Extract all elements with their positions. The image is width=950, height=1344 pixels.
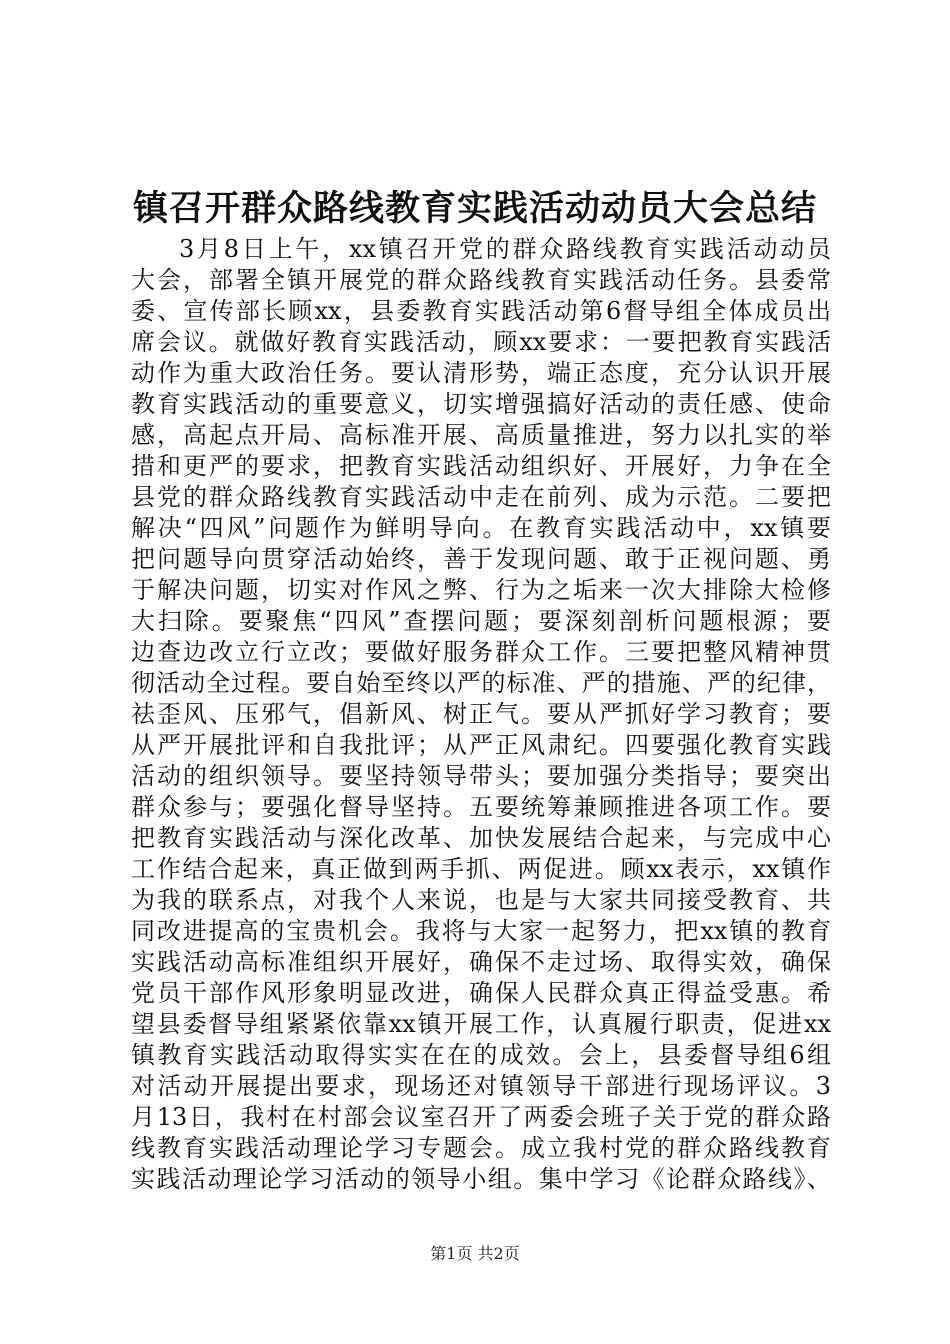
body-text-line: 为我的联系点，对我个人来说，也是与大家共同接受教育、共 bbox=[131, 886, 831, 914]
body-text-line: 把教育实践活动与深化改革、加快发展结合起来，与完成中心 bbox=[131, 824, 831, 852]
body-text-line: 委、宣传部长顾xx，县委教育实践活动第6督导组全体成员出 bbox=[131, 297, 831, 325]
body-text-line: 教育实践活动的重要意义，切实增强搞好活动的责任感、使命 bbox=[131, 390, 831, 418]
body-text-line: 望县委督导组紧紧依靠xx镇开展工作，认真履行职责，促进xx bbox=[131, 1010, 831, 1038]
body-text-line: 镇教育实践活动取得实实在在的成效。会上，县委督导组6组 bbox=[131, 1041, 831, 1069]
body-text-line: 活动的组织领导。要坚持领导带头；要加强分类指导；要突出 bbox=[131, 762, 831, 790]
body-text-line: 实践活动高标准组织开展好，确保不走过场、取得实效，确保 bbox=[131, 948, 831, 976]
page-number-footer: 第1页 共2页 bbox=[430, 1244, 520, 1263]
body-text-line: 线教育实践活动理论学习专题会。成立我村党的群众路线教育 bbox=[131, 1134, 831, 1162]
body-text-line: 县党的群众路线教育实践活动中走在前列、成为示范。二要把 bbox=[131, 483, 831, 511]
body-text-line: 大会，部署全镇开展党的群众路线教育实践活动任务。县委常 bbox=[131, 266, 831, 294]
body-text-line: 月13日，我村在村部会议室召开了两委会班子关于党的群众路 bbox=[131, 1103, 831, 1131]
body-text-line: 感，高起点开局、高标准开展、高质量推进，努力以扎实的举 bbox=[131, 421, 831, 449]
body-text-line: 把问题导向贯穿活动始终，善于发现问题、敢于正视问题、勇 bbox=[131, 545, 831, 573]
body-text-line: 群众参与；要强化督导坚持。五要统筹兼顾推进各项工作。要 bbox=[131, 793, 831, 821]
body-text-line: 实践活动理论学习活动的领导小组。集中学习《论群众路线》、 bbox=[131, 1165, 831, 1193]
body-text-line: 大扫除。要聚焦“四风”查摆问题；要深刻剖析问题根源；要 bbox=[131, 607, 831, 635]
body-text-line: 对活动开展提出要求，现场还对镇领导干部进行现场评议。3 bbox=[131, 1072, 831, 1100]
body-text-line: 边查边改立行立改；要做好服务群众工作。三要把整风精神贯 bbox=[131, 638, 831, 666]
body-text-line: 祛歪风、压邪气，倡新风、树正气。要从严抓好学习教育；要 bbox=[131, 700, 831, 728]
body-text-line: 于解决问题，切实对作风之弊、行为之垢来一次大排除大检修 bbox=[131, 576, 831, 604]
body-text-line: 彻活动全过程。要自始至终以严的标准、严的措施、严的纪律， bbox=[131, 669, 831, 697]
body-text-line: 席会议。就做好教育实践活动，顾xx要求：一要把教育实践活 bbox=[131, 328, 831, 356]
body-text-line: 同改进提高的宝贵机会。我将与大家一起努力，把xx镇的教育 bbox=[131, 917, 831, 945]
body-text-line: 党员干部作风形象明显改进，确保人民群众真正得益受惠。希 bbox=[131, 979, 831, 1007]
body-text-line: 解决“四风”问题作为鲜明导向。在教育实践活动中，xx镇要 bbox=[131, 514, 831, 542]
body-text-line: 工作结合起来，真正做到两手抓、两促进。顾xx表示，xx镇作 bbox=[131, 855, 831, 883]
body-text-line: 从严开展批评和自我批评；从严正风肃纪。四要强化教育实践 bbox=[131, 731, 831, 759]
body-text-line: 措和更严的要求，把教育实践活动组织好、开展好，力争在全 bbox=[131, 452, 831, 480]
document-title: 镇召开群众路线教育实践活动动员大会总结 bbox=[132, 189, 817, 229]
body-text-line: 3月8日上午，xx镇召开党的群众路线教育实践活动动员 bbox=[179, 235, 831, 263]
body-text-line: 动作为重大政治任务。要认清形势，端正态度，充分认识开展 bbox=[131, 359, 831, 387]
document-body bbox=[131, 234, 831, 1195]
